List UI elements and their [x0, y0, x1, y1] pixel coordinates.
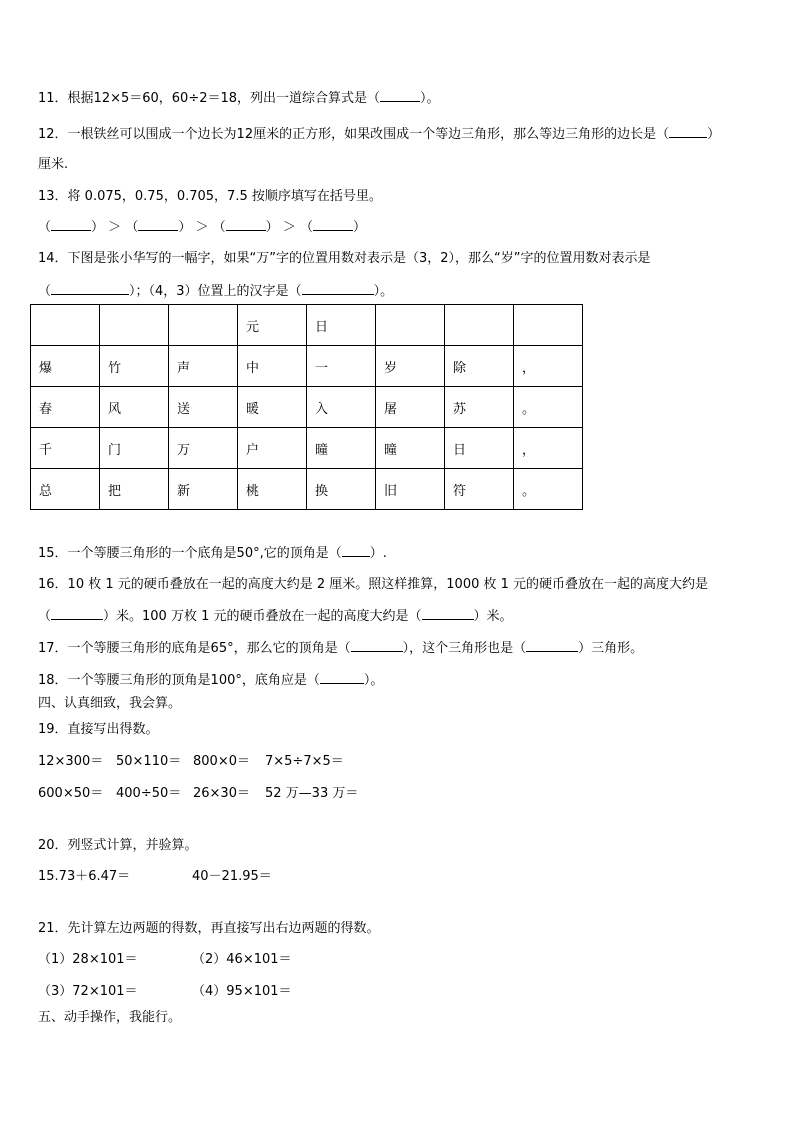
question-19: 19．直接写出得数。: [38, 722, 159, 737]
q13-blank-1[interactable]: [51, 219, 91, 231]
section-5-heading: 五、动手操作，我能行。: [38, 1010, 182, 1025]
grid-cell: 户: [238, 428, 307, 469]
q19-item: 800×0＝: [193, 754, 250, 769]
grid-cell: [376, 305, 445, 346]
grid-cell: 旧: [376, 469, 445, 510]
grid-cell: 换: [307, 469, 376, 510]
grid-cell: 日: [307, 305, 376, 346]
grid-cell: ，: [514, 346, 583, 387]
grid-cell: 送: [169, 387, 238, 428]
grid-cell: 日: [445, 428, 514, 469]
question-21: 21．先计算左边两题的得数，再直接写出右边两题的得数。: [38, 921, 380, 936]
grid-row-2: [31, 346, 583, 387]
grid-cell: 曈: [307, 428, 376, 469]
q16-line2: （ ）米。100 万枚 1 元的硬币叠放在一起的高度大约是（ ）米。: [38, 609, 513, 624]
q21-item: （1）28×101＝: [38, 952, 138, 967]
grid-cell: 竹: [100, 346, 169, 387]
grid-row-5: [31, 469, 583, 510]
grid-cell: [169, 305, 238, 346]
q19-item: 7×5÷7×5＝: [265, 754, 344, 769]
grid-row-3: [31, 387, 583, 428]
q13-answer-row: （ ） ＞ （ ） ＞ （ ） ＞ （ ）: [38, 220, 367, 235]
grid-row-4: [31, 428, 583, 469]
grid-cell: 入: [307, 387, 376, 428]
q14-blank-2[interactable]: [302, 283, 374, 295]
grid-cell: 万: [169, 428, 238, 469]
q13-blank-2[interactable]: [138, 219, 178, 231]
q13-blank-4[interactable]: [313, 219, 353, 231]
question-13: 13．将 0.075，0.75，0.705，7.5 按顺序填写在括号里。: [38, 189, 382, 204]
q12-text: 12．一根铁丝可以围成一个边长为12厘米的正方形，如果改围成一个等边三角形，那么等边三角形的边长是（: [38, 127, 670, 142]
question-14: 14．下图是张小华写的一幅字，如果“万”字的位置用数对表示是（3，2），那么“岁”字的位置用数对表示是: [38, 251, 651, 266]
grid-cell: 春: [31, 387, 100, 428]
q11-text: 11．根据12×5＝60，60÷2＝18，列出一道综合算式是（: [38, 91, 381, 106]
q13-blank-3[interactable]: [226, 219, 266, 231]
grid-cell: [100, 305, 169, 346]
q20-item: 15.73＋6.47＝: [38, 869, 131, 884]
grid-cell: 风: [100, 387, 169, 428]
grid-cell: 曈: [376, 428, 445, 469]
grid-cell: 声: [169, 346, 238, 387]
q16-blank-1[interactable]: [51, 608, 103, 620]
q19-item: 52 万—33 万＝: [265, 786, 359, 801]
q19-item: 12×300＝: [38, 754, 104, 769]
grid-cell: 新: [169, 469, 238, 510]
question-16: 16．10 枚 1 元的硬币叠放在一起的高度大约是 2 厘米。照这样推算，1000 枚 1 元的硬币叠放在一起的高度大约是: [38, 577, 709, 592]
q21-item: （3）72×101＝: [38, 984, 138, 999]
grid-cell: [445, 305, 514, 346]
grid-cell: 元: [238, 305, 307, 346]
grid-cell: 中: [238, 346, 307, 387]
grid-cell: 。: [514, 469, 583, 510]
grid-cell: 把: [100, 469, 169, 510]
question-12: 12．一根铁丝可以围成一个边长为12厘米的正方形，如果改围成一个等边三角形，那么等边三角形的边长是（ ）: [38, 127, 721, 142]
q19-item: 400÷50＝: [116, 786, 182, 801]
grid-cell: ，: [514, 428, 583, 469]
grid-cell: 一: [307, 346, 376, 387]
q21-item: （4）95×101＝: [192, 984, 292, 999]
question-18: 18．一个等腰三角形的顶角是100°，底角应是（ ）。: [38, 673, 384, 688]
section-4-heading: 四、认真细致，我会算。: [38, 696, 182, 711]
q14-blank-1[interactable]: [51, 283, 129, 295]
q20-item: 40－21.95＝: [192, 869, 272, 884]
question-11: 11．根据12×5＝60，60÷2＝18，列出一道综合算式是（ ）。: [38, 91, 440, 106]
grid-cell: 符: [445, 469, 514, 510]
grid-cell: [514, 305, 583, 346]
q19-item: 50×110＝: [116, 754, 182, 769]
q15-answer-blank[interactable]: [342, 545, 370, 557]
grid-cell: 门: [100, 428, 169, 469]
question-17: 17．一个等腰三角形的底角是65°，那么它的顶角是（ ），这个三角形也是（ ）三角形。: [38, 641, 644, 656]
q19-item: 600×50＝: [38, 786, 104, 801]
grid-cell: 爆: [31, 346, 100, 387]
grid-cell: [31, 305, 100, 346]
character-grid: [30, 304, 583, 510]
q17-blank-2[interactable]: [526, 640, 578, 652]
question-20: 20．列竖式计算，并验算。: [38, 838, 198, 853]
grid-cell: 除: [445, 346, 514, 387]
q11-answer-blank[interactable]: [380, 90, 420, 102]
grid-cell: 屠: [376, 387, 445, 428]
grid-cell: 岁: [376, 346, 445, 387]
q12-line2: 厘米.: [38, 157, 69, 172]
q21-item: （2）46×101＝: [192, 952, 292, 967]
grid-cell: 暖: [238, 387, 307, 428]
grid-cell: 桃: [238, 469, 307, 510]
q17-blank-1[interactable]: [351, 640, 403, 652]
grid-row-1: [31, 305, 583, 346]
q12-answer-blank[interactable]: [669, 126, 707, 138]
q18-answer-blank[interactable]: [320, 672, 364, 684]
question-15: 15．一个等腰三角形的一个底角是50°,它的顶角是（ ）.: [38, 546, 387, 561]
q16-blank-2[interactable]: [422, 608, 474, 620]
q19-item: 26×30＝: [193, 786, 250, 801]
grid-cell: 苏: [445, 387, 514, 428]
grid-cell: 总: [31, 469, 100, 510]
q14-line2: （ ）；（4，3）位置上的汉字是（ ）。: [38, 284, 394, 299]
grid-cell: 。: [514, 387, 583, 428]
grid-cell: 千: [31, 428, 100, 469]
